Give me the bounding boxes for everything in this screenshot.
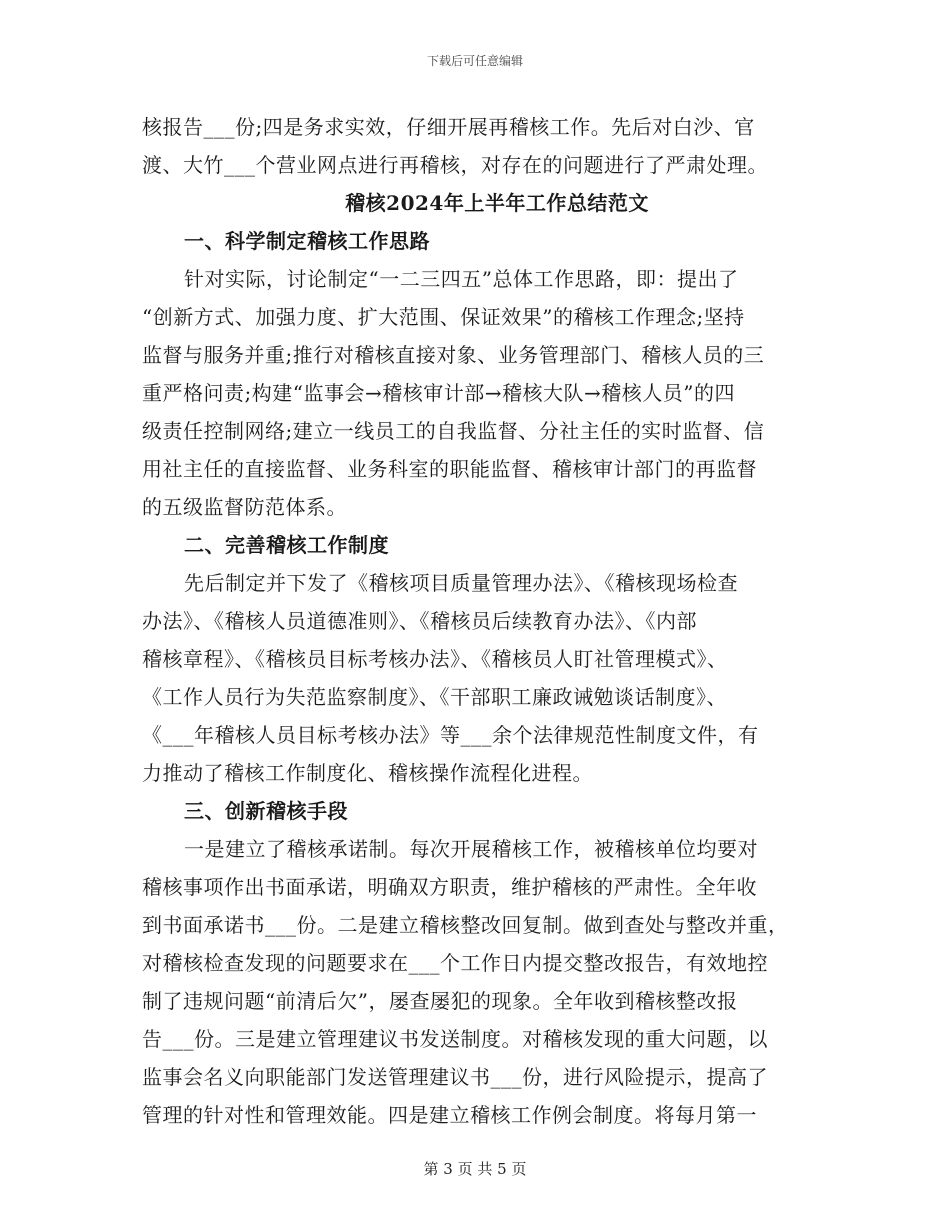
paragraph-first-line: 先后制定并下发了《稽核项目质量管理办法》、《稽核现场检查 (184, 571, 738, 595)
paragraph-first-line: 一是建立了稽核承诺制。每次开展稽核工作，被稽核单位均要对 (184, 837, 758, 861)
body-line: 告___份。三是建立管理建议书发送制度。对稽核发现的重大问题，以 (142, 1027, 768, 1051)
body-line: 力推动了稽核工作制度化、稽核操作流程化进程。 (142, 761, 593, 785)
paragraph-first-line: 针对实际，讨论制定“一二三四五”总体工作思路，即：提出了 (184, 267, 739, 291)
header-note: 下载后可任意编辑 (426, 54, 523, 68)
body-line: 稽核事项作出书面承诺，明确双方职责，维护稽核的严肃性。全年收 (142, 875, 757, 899)
section-heading: 三、创新稽核手段 (184, 799, 348, 823)
body-line: 的五级监督防范体系。 (142, 495, 347, 519)
body-line: 重严格问责;构建“监事会→稽核审计部→稽核大队→稽核人员”的四 (142, 381, 735, 405)
section-heading: 二、完善稽核工作制度 (184, 533, 389, 557)
page-number: 第 3 页 共 5 页 (423, 1160, 527, 1178)
body-line: 对稽核检查发现的问题要求在___个工作日内提交整改报告，有效地控 (142, 951, 768, 975)
body-line: 监事会名义向职能部门发送管理建议书___份，进行风险提示，提高了 (142, 1065, 768, 1089)
body-line: 渡、大竹___个营业网点进行再稽核，对存在的问题进行了严肃处理。 (142, 153, 768, 177)
document-title: 稽核2024年上半年工作总结范文 (345, 191, 649, 215)
body-line: 制了违规问题“前清后欠”，屡查屡犯的现象。全年收到稽核整改报 (142, 989, 738, 1013)
body-line: 稽核章程》、《稽核员目标考核办法》、《稽核员人盯社管理模式》、 (142, 647, 728, 671)
body-line: “创新方式、加强力度、扩大范围、保证效果”的稽核工作理念;坚持 (142, 305, 745, 329)
body-line: 办法》、《稽核人员道德准则》、《稽核员后续教育办法》、《内部 (142, 609, 697, 633)
body-line: 到书面承诺书___份。二是建立稽核整改回复制。做到查处与整改并重， (142, 913, 789, 937)
body-line: 级责任控制网络;建立一线员工的自我监督、分社主任的实时监督、信 (142, 419, 765, 443)
body-line: 管理的针对性和管理效能。四是建立稽核工作例会制度。将每月第一 (142, 1103, 757, 1127)
body-line: 监督与服务并重;推行对稽核直接对象、业务管理部门、稽核人员的三 (142, 343, 765, 367)
body-line: 《___年稽核人员目标考核办法》等___余个法律规范性制度文件，有 (142, 723, 759, 747)
body-line: 核报告___份;四是务求实效，仔细开展再稽核工作。先后对白沙、官 (142, 115, 755, 139)
body-line: 《工作人员行为失范监察制度》、《干部职工廉政诫勉谈话制度》、 (142, 685, 727, 709)
document-body (142, 108, 812, 1134)
section-heading: 一、科学制定稽核工作思路 (184, 229, 430, 253)
body-line: 用社主任的直接监督、业务科室的职能监督、稽核审计部门的再监督 (142, 457, 757, 481)
